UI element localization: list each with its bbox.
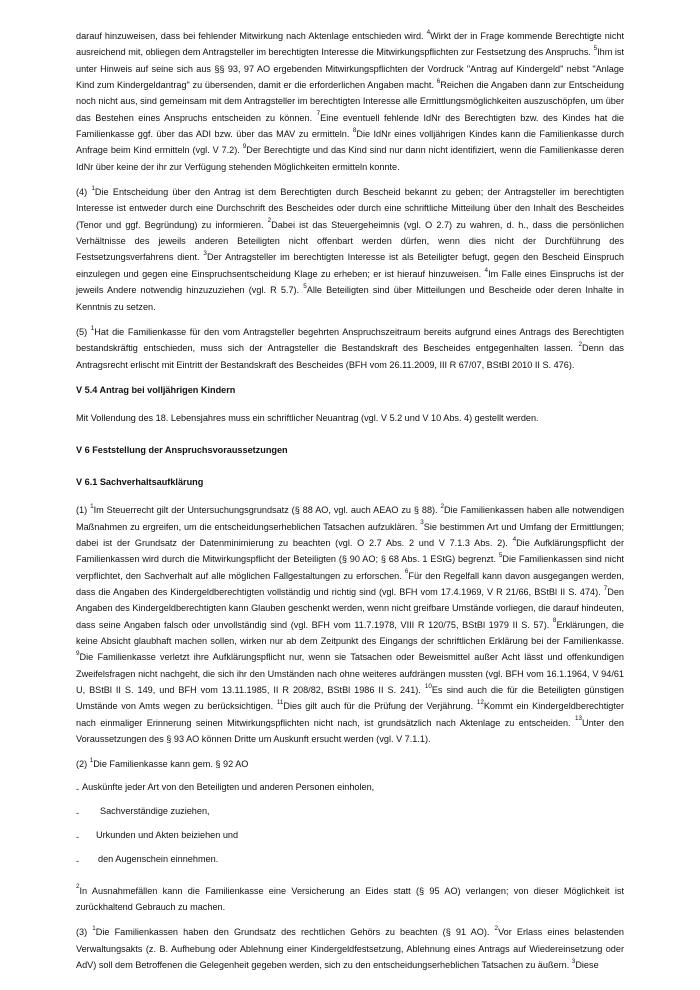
paragraph-4	[76, 184, 624, 315]
list-item	[76, 803, 624, 827]
text-run: (5)	[76, 326, 91, 337]
text-run: Im Falle eines Einspruchs ist der jeweils Andere notwendig hinzuzuziehen (vgl. R 5.7).	[76, 268, 625, 296]
sentence-number: 11	[276, 699, 284, 707]
text-run: Unter den Voraussetzungen des § 93 AO können Dritte um Auskunft ersucht werden (vgl. V 7.1.1).	[76, 717, 624, 745]
sentence-number: 9	[76, 650, 80, 658]
sentence-number: 4	[512, 535, 517, 543]
sentence-number: 1	[90, 324, 95, 332]
sentence-number: 10	[424, 682, 432, 690]
text-run: Eine eventuell fehlende IdNr des Berechtigten bzw. des Kindes hat die Familienkasse ggf. über das ADI bzw. über das MAV zu ermitteln.	[76, 112, 625, 140]
text-run: (3)	[76, 927, 93, 938]
text-run: Diese	[575, 960, 599, 971]
text-run: (4)	[76, 187, 92, 198]
text-run: Der Berechtigte und das Kind sind nur dann nicht identifiziert, wenn die Familienkasse deren IdNr über keine der ihr zur Verfügung stehenden Möglichkeiten ermitteln konnte.	[76, 145, 624, 172]
text-run: Hat die Familienkasse für den vom Antragsteller begehrten Anspruchszeitraum bereits aufgrund eines Antrags des Berechtigten bestandskräftig entschieden, muss sich der Antragsteller die Bestandskraft des Bescheides entgegenhalten lassen.	[76, 326, 625, 354]
section-heading-v5-4: V 5.4 Antrag bei volljährigen Kindern	[76, 384, 236, 395]
sentence-number: 3	[203, 250, 207, 258]
text-run: Die Familienkasse kann gem. § 92 AO	[93, 759, 249, 770]
list-item-text: Sachverständige zuziehen,	[100, 805, 210, 816]
section-heading-v6-1: V 6.1 Sachverhaltsaufklärung	[76, 477, 204, 488]
sentence-number: 4	[426, 28, 431, 36]
text-run: Mit Vollendung des 18. Lebensjahres muss ein schriftlicher Neuantrag (vgl. V 5.2 und V 10 Abs. 4) gestellt werden.	[76, 412, 539, 423]
paragraph-v6-1-1	[76, 502, 624, 747]
sentence-number: 5	[303, 282, 307, 290]
section-heading-v6: V 6 Feststellung der Anspruchsvoraussetzungen	[76, 445, 288, 456]
list-item	[76, 779, 624, 803]
text-run: Der Antragsteller im berechtigten Interesse ist als Beteiligter befugt, gegen den Bescheid Einspruch einzulegen und gegen eine Einspruchsentscheidung Klage zu erheben; er ist hierauf hinzuweisen.	[76, 252, 624, 279]
text-run: Für den Regelfall kann davon ausgegangen werden, dass die Angaben des Kindergeldberechtigten vollständig und richtig sind (vgl. BFH vom 17.4.1969, V R 21/66, BStBl II S. 474).	[76, 570, 624, 597]
list-dash: -	[76, 831, 79, 842]
sentence-number: 1	[90, 502, 94, 510]
sentence-number: 1	[89, 757, 94, 765]
text-run: Dies gilt auch für die Prüfung der Verjährung.	[283, 701, 477, 712]
sentence-number: 2	[440, 502, 445, 510]
paragraph-v5-4	[76, 410, 624, 426]
paragraph-5	[76, 324, 624, 373]
list-item-text: Urkunden und Akten beiziehen und	[96, 829, 239, 840]
sentence-number: 6	[404, 568, 409, 576]
sentence-number: 7	[603, 584, 608, 592]
paragraph-v6-1-2-cont	[76, 883, 624, 916]
list-dash: -	[76, 783, 79, 794]
text-run: Ihm ist unter Hinweis auf seine sich aus §§ 93, 97 AO ergebenden Mitwirkungspflichten der Vordruck "Antrag auf Kindergeld" nebst "Anlage Kind zum Kindergeldantrag" zu übersenden, damit er die erforderlichen Angaben macht.	[76, 47, 625, 91]
text-run: Den Angaben des Kindergeldberechtigten kann Glauben geschenkt werden, wenn nicht greifbare Umstände vorliegen, die darauf hindeuten, dass seine Angaben falsch oder unvollständig sind (vgl. BFH vom 11.7.1978, VIII R 120/75, BStBl 1979 II S. 57).	[76, 586, 624, 630]
text-run: Die Aufklärungspflicht der Familienkassen wird durch die Mitwirkungspflicht der Beteiligten (§ 90 AO; § 68 Abs. 1 EStG) begrenzt.	[76, 537, 624, 565]
text-run: (2)	[76, 759, 90, 770]
text-run: Kommt ein Kindergeldberechtigter nach einmaliger Erinnerung seinen Mitwirkungspflichten nicht nach, ist grundsätzlich nach Aktenlage zu entscheiden.	[76, 701, 624, 728]
paragraph-continuation	[76, 28, 624, 175]
sentence-number: 3	[571, 957, 576, 965]
sentence-number: 8	[352, 126, 357, 134]
text-run: Denn das Antragsrecht erlischt mit Eintritt der Bestandskraft des Bescheides (BFH vom 26.11.2009, III R 67/07, BStBl 2010 II S. 476).	[76, 343, 624, 370]
text-run: Die Familienkassen sind nicht verpflichtet, den Sachverhalt auf alle möglichen Fallgestaltungen zu erforschen.	[76, 554, 624, 581]
sentence-number: 12	[476, 699, 484, 707]
text-run: Die IdNr eines volljährigen Kindes kann die Familienkasse durch Anfrage beim Kind ermitteln (vgl. V 7.2).	[76, 129, 624, 156]
text-run: Reichen die Angaben dann zur Entscheidung noch nicht aus, sind gemeinsam mit dem Antragsteller im berechtigten Interesse alle Ermittlungsmöglichkeiten auszuschöpfen, um über das Bestehen eines Anspruchs entscheiden zu können.	[76, 80, 624, 123]
text-run: Erklärungen, die keine Absicht glaubhaft machen sollen, wirken nur ab dem Zeitpunkt des Eingangs der schriftlichen Erklärung bei der Familienkasse.	[76, 619, 624, 646]
sentence-number: 2	[578, 340, 583, 348]
sentence-number: 9	[242, 143, 247, 151]
paragraph-v6-1-3	[76, 924, 624, 973]
text-run: Die Familienkassen haben alle notwendigen Maßnahmen zu ergreifen, um die entscheidungserheblichen Tatsachen aufzuklären.	[76, 505, 625, 532]
document-page	[76, 28, 624, 982]
text-run: (1)	[76, 505, 91, 516]
list-item-text: Auskünfte jeder Art von den Beteiligten und anderen Personen einholen,	[82, 781, 375, 792]
text-run: In Ausnahmefällen kann die Familienkasse eine Versicherung an Eides statt (§ 95 AO) verlangen; von dieser Möglichkeit ist zurückhaltend Gebrauch zu machen.	[76, 885, 624, 913]
text-run: Im Steuerrecht gilt der Untersuchungsgrundsatz (§ 88 AO, vgl. auch AEAO zu § 88).	[93, 505, 441, 516]
sentence-number: 4	[484, 266, 489, 274]
sentence-number: 2	[267, 217, 272, 225]
sentence-number: 8	[552, 617, 557, 625]
text-run: Es sind auch die für die Beteiligten günstigen Umstände von Amts wegen zu berücksichtigen.	[76, 685, 624, 712]
text-run: Alle Beteiligten sind über Mitteilungen und Bescheide oder deren Inhalte in Kenntnis zu setzen.	[76, 285, 624, 312]
list-item-text: den Augenschein einnehmen.	[98, 853, 219, 864]
sentence-number: 2	[494, 925, 499, 933]
list-item	[76, 827, 624, 851]
text-run: Die Entscheidung über den Antrag ist dem Berechtigten durch Bescheid bekannt zu geben; der Antragsteller im berechtigten Interesse ist entweder durch eine Durchschrift des Bescheides oder durch eine schriftliche Mitteilung über den Inhalt des Bescheides (Tenor und ggf. Begründung) zu informieren.	[76, 187, 624, 230]
sentence-number: 3	[420, 519, 424, 527]
measures-list	[76, 779, 624, 875]
text-run: Die Familienkasse verletzt ihre Aufklärungspflicht nur, wenn sie Tatsachen oder Beweismittel außer Acht lässt und offenkundigen Zweifelsfragen nicht nachgeht, die sich ihr den Umständen nach ohne weiteres aufdrängen mussten (vgl. BFH vom 16.1.1964, V 94/61 U, BStBl II S. 149, und BFH vom 13.11.1985, II R 208/82, BStBl 1986 II S. 241).	[76, 652, 624, 695]
text-run: Die Familienkassen haben den Grundsatz des rechtlichen Gehörs zu beachten (§ 91 AO).	[95, 927, 495, 938]
list-dash: -	[76, 807, 79, 818]
list-dash: -	[76, 855, 79, 866]
paragraph-v6-1-2	[76, 756, 624, 772]
text-run: Dabei ist das Steuergeheimnis (vgl. O 2.7) zu wahren, d. h., dass die persönlichen Verhältnisse des jeweils anderen Beteiligten nicht offenbart werden dürfen, wenn dies nicht der Durchführung des Festsetzungsverfahrens dient.	[76, 219, 624, 263]
sentence-number: 6	[436, 77, 441, 85]
sentence-number: 5	[593, 45, 598, 53]
sentence-number: 7	[316, 110, 321, 118]
sentence-number: 13	[575, 715, 583, 723]
sentence-number: 5	[498, 551, 503, 559]
sentence-number: 1	[92, 925, 96, 933]
text-run: darauf hinzuweisen, dass bei fehlender Mitwirkung nach Aktenlage entschieden wird.	[76, 31, 427, 41]
text-run: Wirkt der in Frage kommende Berechtigte nicht ausreichend mit, obliegen dem Antragsteller im berechtigten Interesse die Mitwirkungspflichten zur Festsetzung des Anspruchs.	[76, 31, 624, 58]
sentence-number: 2	[76, 883, 80, 891]
list-item	[76, 851, 624, 875]
text-run: Sie bestimmen Art und Umfang der Ermittlungen; dabei ist der Grundsatz der Datenminimierung zu beachten (vgl. O 2.7 Abs. 2 und V 7.1.3 Abs. 2).	[76, 521, 624, 548]
text-run: Vor Erlass eines belastenden Verwaltungsakts (z. B. Aufhebung oder Ablehnung einer Kindergeldfestsetzung, Ablehnung eines Antrags auf Wiedereinsetzung oder AdV) soll dem Betroffenen die Gelegenheit gegeben werden, sich zu den entscheidungserheblichen Tatsachen zu äußern.	[76, 927, 624, 971]
sentence-number: 1	[91, 184, 95, 192]
